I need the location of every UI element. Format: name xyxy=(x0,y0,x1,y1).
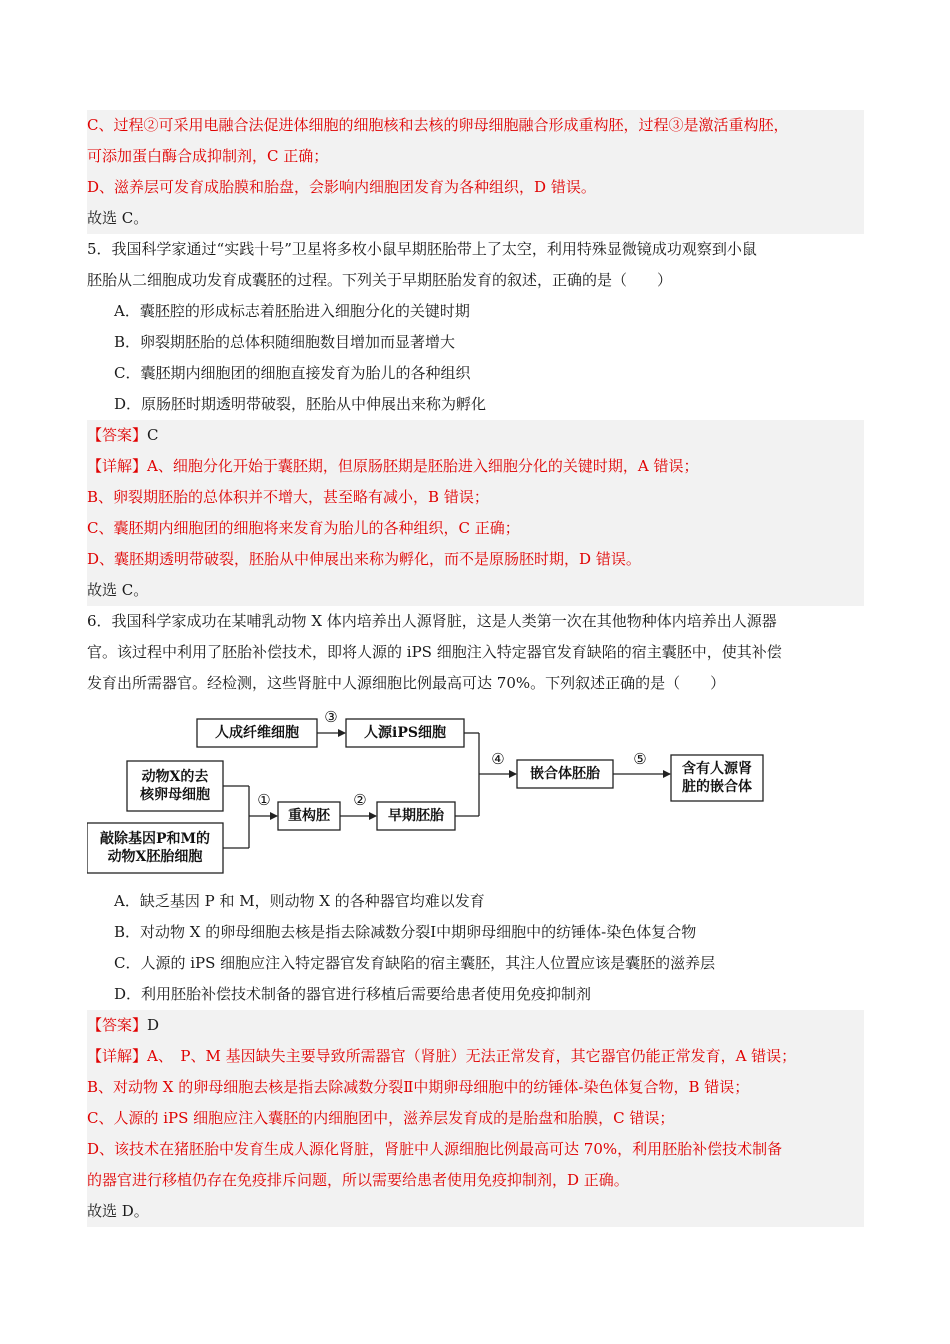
document-page xyxy=(87,110,864,1227)
solution-line: 可添加蛋白酶合成抑制剂，C 正确； xyxy=(87,147,329,165)
box-enucleated-oocyte xyxy=(127,768,223,804)
detail-tag: 【详解】 xyxy=(87,1047,148,1065)
solution-conclusion: 故选 C。 xyxy=(87,581,149,599)
detail-line: 的器官进行移植仍存在免疫排斥问题，所以需要给患者使用免疫抑制剂，D 正确。 xyxy=(87,1171,629,1189)
box-reconstructed-embryo: 重构胚 xyxy=(288,808,330,824)
question-6 xyxy=(87,606,864,1010)
question-stem: 6．我国科学家成功在某哺乳动物 X 体内培养出人源肾脏，这是人类第一次在其他物种体内培养出人源器 xyxy=(87,612,777,630)
option-c: C．人源的 iPS 细胞应注入特定器官发育缺陷的宿主囊胚，其注人位置应该是囊胚的滋养层 xyxy=(114,954,716,972)
option-d: D．原肠胚时期透明带破裂，胚胎从中伸展出来称为孵化 xyxy=(114,395,487,413)
box-text-line: 核卵母细胞 xyxy=(140,787,210,803)
question-stem: 5．我国科学家通过“实践十号”卫星将多枚小鼠早期胚胎带上了太空，利用特殊显微镜成功观察到小鼠 xyxy=(87,240,757,258)
detail-line: B、对动物 X 的卵母细胞去核是指去除减数分裂Ⅱ中期卵母细胞中的纺锤体-染色体复合物，B 错误； xyxy=(87,1078,750,1096)
answer-line xyxy=(87,420,864,451)
answer-tag: 【答案】 xyxy=(87,1016,148,1034)
option-c: C．囊胚期内细胞团的细胞直接发育为胎儿的各种组织 xyxy=(114,364,471,382)
option-d: D．利用胚胎补偿技术制备的器官进行移植后需要给患者使用免疫抑制剂 xyxy=(114,985,592,1003)
solution-line: C、过程②可采用电融合法促进体细胞的细胞核和去核的卵母细胞融合形成重构胚，过程③是激活重构胚， xyxy=(87,116,789,134)
box-early-embryo: 早期胚胎 xyxy=(388,808,444,824)
step-1-label: ① xyxy=(257,791,271,809)
detail-line: D、该技术在猪胚胎中发育生成人源化肾脏，肾脏中人源细胞比例最高可达 70%，利用胚胎补偿技术制备 xyxy=(87,1140,783,1158)
process-diagram xyxy=(87,705,864,880)
detail-line: B、卵裂期胚胎的总体积并不增大，甚至略有减小，B 错误； xyxy=(87,488,489,506)
question-5 xyxy=(87,234,864,420)
box-chimera-with-kidney xyxy=(671,760,763,796)
detail-line: D、囊胚期透明带破裂，胚胎从中伸展出来称为孵化，而不是原肠胚时期，D 错误。 xyxy=(87,550,641,568)
detail-line: C、囊胚期内细胞团的细胞将来发育为胎儿的各种组织，C 正确； xyxy=(87,519,520,537)
prev-solution-block xyxy=(87,110,864,234)
q6-solution-block xyxy=(87,1010,864,1227)
detail-line xyxy=(87,451,864,482)
detail-line: C、人源的 iPS 细胞应注入囊胚的内细胞团中，滋养层发育成的是胎盘和胎膜，C 错误； xyxy=(87,1109,675,1127)
detail-text: A、 P、M 基因缺失主要导致所需器官（肾脏）无法正常发育，其它器官仍能正常发育，A 错误； xyxy=(147,1047,797,1065)
answer-line xyxy=(87,1010,864,1041)
question-stem: 发育出所需器官。经检测，这些肾脏中人源细胞比例最高可达 70%。下列叙述正确的是（ ） xyxy=(87,674,726,692)
box-human-ips: 人源iPS细胞 xyxy=(364,725,446,741)
answer-value: D xyxy=(147,1016,160,1034)
box-text-line: 脏的嵌合体 xyxy=(682,779,752,795)
option-b: B．卵裂期胚胎的总体积随细胞数目增加而显著增大 xyxy=(114,333,456,351)
answer-value: C xyxy=(147,426,159,444)
answer-tag: 【答案】 xyxy=(87,426,148,444)
box-text-line: 动物X胚胎细胞 xyxy=(107,849,203,865)
box-knockout-embryo-cell xyxy=(87,830,223,866)
detail-tag: 【详解】 xyxy=(87,457,148,475)
question-stem: 胚胎从二细胞成功发育成囊胚的过程。下列关于早期胚胎发育的叙述，正确的是（ ） xyxy=(87,271,673,289)
option-a: A．囊胚腔的形成标志着胚胎进入细胞分化的关键时期 xyxy=(114,302,470,320)
step-5-label: ⑤ xyxy=(633,750,647,768)
detail-text: A、细胞分化开始于囊胚期，但原肠胚期是胚胎进入细胞分化的关键时期，A 错误； xyxy=(147,457,699,475)
solution-conclusion: 故选 D。 xyxy=(87,1202,149,1220)
box-human-fibroblast: 人成纤维细胞 xyxy=(215,725,299,741)
detail-line xyxy=(87,1041,864,1072)
box-text-line: 动物X的去 xyxy=(141,769,209,785)
box-chimera-embryo: 嵌合体胚胎 xyxy=(530,766,600,782)
solution-line: D、滋养层可发育成胎膜和胎盘，会影响内细胞团发育为各种组织，D 错误。 xyxy=(87,178,596,196)
q5-solution-block xyxy=(87,420,864,606)
box-text-line: 敲除基因P和M的 xyxy=(99,831,211,847)
box-text-line: 含有人源肾 xyxy=(682,761,752,777)
option-a: A．缺乏基因 P 和 M，则动物 X 的各种器官均难以发育 xyxy=(114,892,485,910)
step-4-label: ④ xyxy=(491,750,505,768)
solution-conclusion: 故选 C。 xyxy=(87,209,149,227)
step-3-label: ③ xyxy=(324,708,338,726)
step-2-label: ② xyxy=(353,791,367,809)
question-stem: 官。该过程中利用了胚胎补偿技术，即将人源的 iPS 细胞注入特定器官发育缺陷的宿主囊胚中，使其补偿 xyxy=(87,643,782,661)
option-b: B．对动物 X 的卵母细胞去核是指去除减数分裂Ⅰ中期卵母细胞中的纺锤体-染色体复合物 xyxy=(114,923,697,941)
